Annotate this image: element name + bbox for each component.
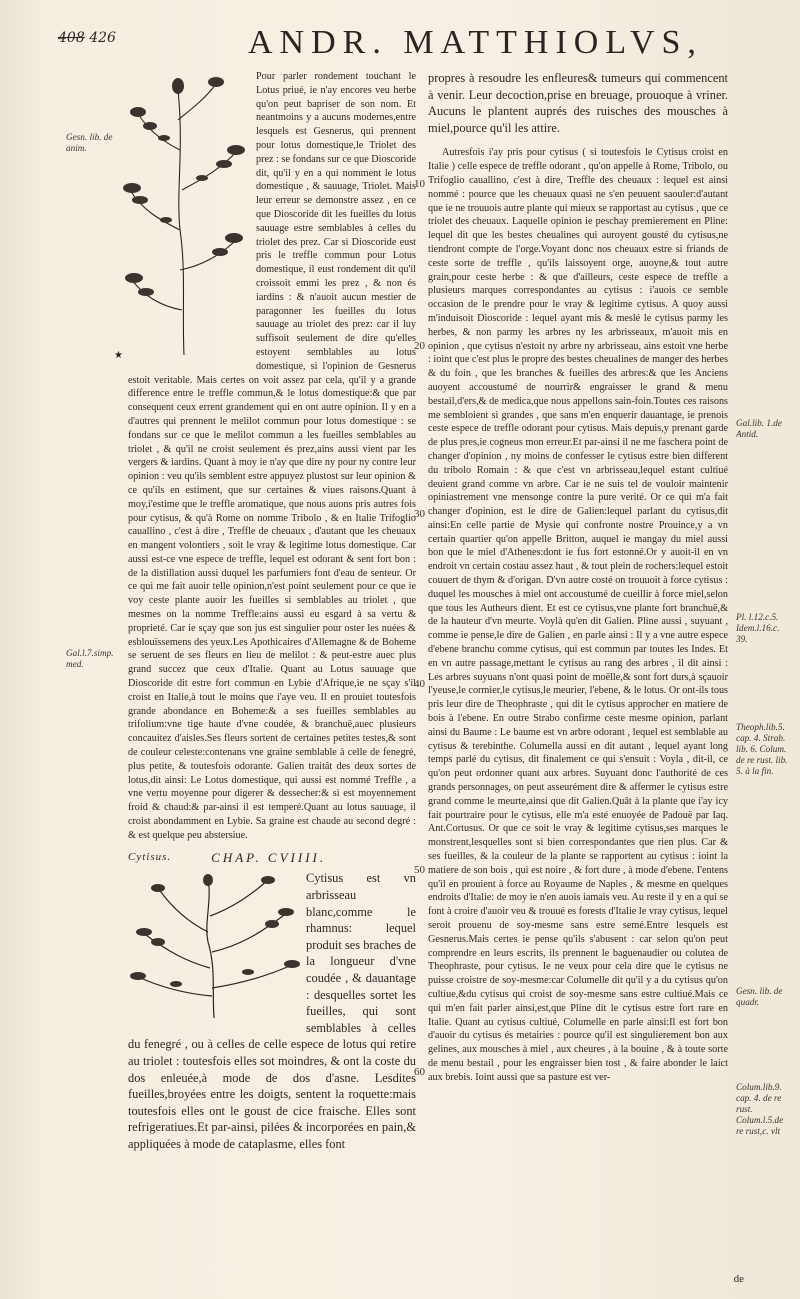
lotus-plant-woodcut xyxy=(120,70,248,360)
margin-note-gesner-quadr: Gesn. lib. de quadr. xyxy=(736,986,783,1007)
line-number-10: 10 xyxy=(414,178,425,190)
cytisus-text: Cytisus est vn arbrisseau blanc,comme le rhamnus: lequel produit ses braches de la longueur d'vne coudée , & dauantage : desquelles sortet les fueilles, qui sont semblables à celles du fenegré , ou à celles de celle espece de lotus qui retire au triolet : toutesfois elles sot moindres, & ont la coste du dos enleuée,à mode de dos d'asne. Lesdites fueilles,broyées entre les doigts, sentent la roquette:mais toutesfois elles ont le goust de cice fraische. Elles sont refrigeratiues.Et par-ainsi, pilées & incorporées en pain,& appliquées à mode de cataplasme, elles font xyxy=(128,871,416,1151)
cytisus-continuation: propres à resoudre les enfleures& tumeurs qui commencent à venir. Leur decoction,prise en breuage, prouoque à vriner. Aucuns le plantent auprés des ruisches des mousches à miel,pource qu'il les attire. xyxy=(428,71,728,135)
cytisus-discussion: Autresfois i'ay pris pour cytisus ( si toutesfois le Cytisus croist en Italie ) celle espece de treffle odorant , qu'on appelle à Rome, Tribolo, ou Trifoglio cauallino, c'est à dire, Treffle des cheuaux : lequel est ainsi nommé : pource que les cheuaux quasi ne s'en peuuent saouler:d'autant que ie ne trouuois autre plante qui mieux se rapportast au cytisus , que ce triolet des cheuaux. Laquelle opinion ie peschay premierement en Pline: lequel dit que les bestes cheualines qui auroyent gousté du cytisus,ne tiendront compte de l'orge.Voyant donc nos cheuaux estre si friands de ceste sorte de treffle , qu'ils laissoyent orge, auoyne,& tout autre grain,pour ceste herbe : & que d'ailleurs, ceste espece de treffle a plusieurs marques correspondantes au cytisus : i'auois ce semble occasion de le prendre pour le vray & legitime cytisus. A quoy aussi m'induisoit Dioscoride : lequel ayant mis & meslé le cytisus parmy les herbes, & non parmy les arbres ny les arbrisseaux, m'auoit mis en opinion , que cytisus n'estoit ny arbre ny arbrisseau, ains estoit vne herbe : ioint que c'est plus le propre des bestes cheualines de manger des herbes & du foin , que les branches & fueilles des arbres:& que les Anciens auoyent accoustumé de nourrir& engraisser le grand & menu bestail,d'ers,& de medica,que nous appellons sain-foin.Toutes ces raisons me sembloient si grandes , que sans m'en enquerir dauantage, ie prenois ceste espece de treffle odorant pour cytisus. Mais depuis,y prenant garde de plus pres,ie cogneus mon erreur.Et par-ainsi il ne me faschera point de changer d'opinion , ny moins de confesser le cytisus estre bien different du tribolo Romain : & que c'est vn arbrisseau,lequel estant cultiué deuient grand comme vn arbre. Car ie ne suis tel de vouloir maintenir opiniastrement vne mensonge contre la pure verité. Or ce qui m'a fait changer d'opinion, est le dire de Galien:lequel parlant du cytisus,dit ainsi:En celle partie de Mysie qui confronte nostre Prouince,y a vn certain quartier qu'on appelle Britton, auquel ie mangay du miel aussi bon que le miel d'Athenes:dont ie fus fort estonné.Or y auoit-il en vn endroit vn certain costau assez haut , & tout plein de rochers:lequel estoit couuert de thym & d'origan. D'vn autre costé on trouuoit à force cytisus : duquel les mousches à miel ont accoustumé de cueillir à force miel,selon que tous les Autheurs dient. Et est ce cytisus,vne plante fort branchuë,& de la hauteur d'vn meurte. Voylà qu'en dit Galien. Pline aussi , suyuant , comme ie pense,le dire de Galien , en parle ainsi : Il y a vne autre espece d'ebene branchu comme cytisus, qui est commun par toutes les Indes. Et en vn autre passage,mettant le cytisus au rang des arbres , il dit ainsi : Les arbres suyuans n'ont quasi point de moëlle,& sont fort durs,à sçauoir l'yeuse,le cormier,le cytisus,le meurier, l'ebene, & le lotus. Or ont-ils tous pris leur dire de Theophraste , qui dit le cytisus approcher en matiere de bois à l'ebene. En outre Strabo confirme ceste mesme opinion, parlant ainsi du Baume : Le baume est vn arbre odorant , lequel est semblable au cytisus & terebinthe. Columella aussi en dit autant , lequel ayant long temps parlé du cytisus, dit finalement ce qui s'ensuit : Voyla , dit-il, ce qu'on peut ordonner quant aux arbres. Suyuant donc l'authorité de ces grands personnages, on peut asseurément dire & affermer le cytisus estre grand comme le meurte,ainsi que dit Galien.Quât à la plante que i'ay icy fait pourtraire pour le cytisus, elle m'a esté enuoyée de Padouë par Iaq. Ant.Cortusus. Or que ce soit le vray & legitime cytisus,ses marques le monstrent,lesquelles sont si bien correspondantes que rien plus. Car & ses fueilles, & la couleur de la plante se rapportent au cytisus : ioint la matiere de son bois , qui est noire , & fort dure , à mode d'ebene. I'entens qu'il en prouient à force au Royaume de Naples , & mesme en quelques endroits d'Italie: de moy ie n'en auois iamais veu. Au reste il y en a qui se font à croire d'auoir veu & trouué es forests d'Italie le vray cytisus, lequel seroit prouenu de soy-mesme sans estre semé.Entre lesquels est Gesnerus.Mais certes ie pense qu'ils s'abusent : car selon qu'on peut comprendre en leurs escrits, ils prennent le baguenaudier ou colutea de Theophraste, pour cytisus. Ie ne veux pour cela dire que le cytisus ne puisse croistre de soy-mesme:car Columelle dit qu'il y a du cytisus qu'on cultiue,&du cytisus qui croist de soy-mesme sans estre cultiué.Mais ce qui m'en fait parler ainsi,est,que Pline dit le cytisus estre fort rare en Italie. Quant au cytisus cultiué, Columelle en parle ainsi:Il est fort bon d'auoir du cytisus és metairies : pource qu'il est singulierement bon aux gelines, aux mousches à miel , aux cheures , à la bouine , & à toute sorte de menu bestail , pour les engraisser bien tost , & faire abonder le laict aux brebis. Ioint aussi que sa pasture est ver- xyxy=(428,147,728,1083)
catchword: de xyxy=(733,1273,744,1285)
running-head: ANDR. MATTHIOLVS, xyxy=(248,24,703,61)
struck-page-number: 408 xyxy=(58,30,85,46)
line-number-20: 20 xyxy=(414,340,425,352)
chapter-number: CHAP. CVIIII. xyxy=(211,849,327,865)
line-number-60: 60 xyxy=(414,1066,425,1078)
chapter-label: Cytisus. xyxy=(128,850,172,863)
cytisus-illustration xyxy=(128,872,300,1020)
left-column xyxy=(128,70,416,1153)
line-number-30: 30 xyxy=(414,508,425,520)
page-number-value: 426 xyxy=(89,30,116,46)
cytisus-plant-woodcut xyxy=(128,872,300,1020)
margin-note-gesner: Gesn. lib. de anim. xyxy=(66,132,113,153)
page-header xyxy=(58,18,760,64)
line-number-40: 40 xyxy=(414,678,425,690)
chapter-heading xyxy=(128,851,416,865)
lotus-illustration xyxy=(120,70,248,360)
margin-note-galen-simp: Gal.l.7.simp. med. xyxy=(66,648,114,669)
right-column xyxy=(428,70,728,1085)
lotus-text: Pour parler rondement touchant le Lotus priué, ie n'ay encores veu herbe qu'on peut bapriser de son nom. Et neantmoins y a aucuns modernes,entre lesquels est Gesnerus, qui prennent pour lotus domestique,le Triolet des prez : se fondans sur ce que Dioscoride dit, qu'il y en a qui nomment le lotus domestique , & sauuage, Triolet. Mais leur erreur se demonstre assez , en ce que Dioscoride dit les fueilles du lotus sauuage estre semblables à celles du triolet des prez. Car si Dioscoride eust pris le treffle commun pour Lotus domestique, il eust rondement dit qu'il croissoit emmi les prez , & non és iardins : & n'auoit aucun mestier de paragonner les fueilles du lotus sauuage au triolet des prez: car il luy suffisoit seulement de dire qu'elles estoyent semblables au lotus domestique, si l'opinion de Gesnerus estoit veritable. Mais certes on voit assez par cela, qu'il y a grande difference entre le treffle commun,& le lotus domestique:& que par consequent ceux errent grandement qui en ont autre opinion. Il y en a d'autres qui prennent le melilot commun pour lotus domestique : se fondans sur ce que le melilot commun a les fueilles semblables au triolet , & qu'il ne croist seulement és prez,ains aussi vient par les vergers & iardins. Quant à moy ie n'ay que dire ny pour ny contre leur opinion : veu qu'ils semblent estre appuyez plustost sur leur opinion & ce qu'ils en estiment, que sur certaines & viues raisons.Quant à moy,i'estime que le treffle aromatique, que nous auons pris autres fois pour cytisus, & qu'à Rome on nomme Tribolo , & en Italie Trifoglio cauallino , c'est à dire , Treffle de cheuaux , d'autant que les cheuaux en mangent volontiers , soit le vray & legitime lotus domestique. Car aussi est-ce vne espece de treffle, lequel est odorant & sent fort bon : de la distillation aussi duquel les parfumiers font d'eau de senteur. Or ce qui me fait auoir telle opinion,n'est point seulement pour ce que ie voy ceste plante auoir les fueilles si semblables au triolet , que mesmes on la nomme Treffle:ains aussi eu esgard à sa vertu & proprieté. Car ie sçay que son jus est singulier pour oster les nuées & esblouïssemens des yeux.Les Apothicaires d'Allemagne & de Boheme se seruent de ses fleurs en lieu de melilot : & peut-estre auec plus grand succez que ceux d'Italie. Quant au Lotus sauuage que Dioscoride dit estre fort commun en Lybie d'Afrique,ie ne sçay s'il croist en Italie,à tout le moins que i'aye veu. Il en prouiet toutesfois grande abondance en Boheme:& a ses fueilles semblables au trifolium:vne tige haute d'vne coudée, & branchuë,auec plusieurs concauitez d'aisles.Ses fleurs sortent de certaines petites testes,& sont de couleur celeste:contenans vne graine semblable à celle de fenegré, plus petite, & toutesfois odorante. Galien traitât des deux sortes de lotus,dit ainsi: Le Lotus domestique, qui aussi est nommé Treffle , a vne vertu moyenne pour digerer & dessecher:& si est moyennement froid & chaud:& par-ainsi il est temperé.Quant au lotus sauuage, il croist abondamment en Lybie. Sa graine est chaude au second degré : & est quelque peu abstersiue. xyxy=(128,71,416,841)
margin-note-galen-antid: Gal.lib. 1.de Antid. xyxy=(736,418,782,439)
page-number xyxy=(58,30,116,46)
margin-note-theophrastus: Theoph.lib.5. cap. 4. Strab. lib. 6. Colum. de re rust. lib. 5. à la fin. xyxy=(736,722,788,776)
margin-note-columella: Colum.lib.9. cap. 4. de re rust. Colum.l.5.de re rust,c. vlt xyxy=(736,1082,784,1136)
margin-note-pliny: Pl. l.12.c.5. Idem.l.16.c. 39. xyxy=(736,612,780,644)
line-number-50: 50 xyxy=(414,864,425,876)
asterisk-mark: ★ xyxy=(114,350,123,361)
